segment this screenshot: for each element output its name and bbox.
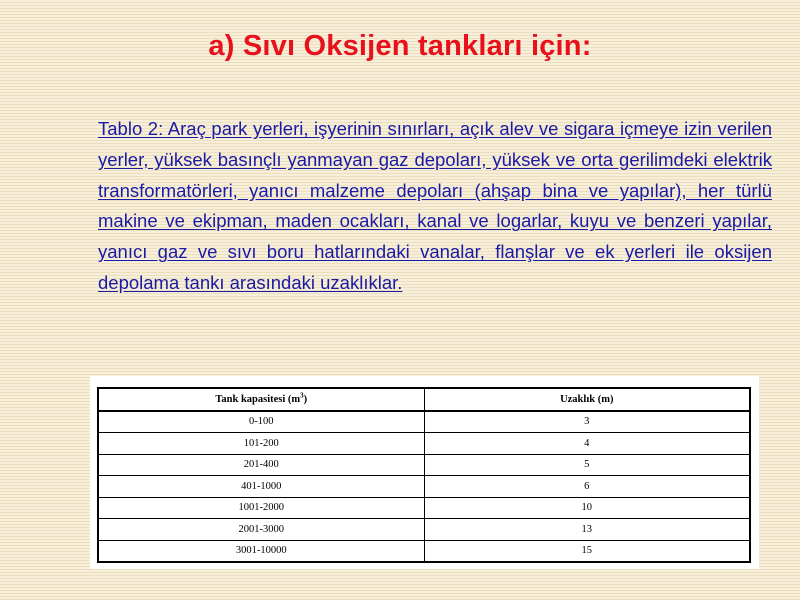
header-tank-capacity-superscript: 3 [300, 391, 304, 400]
header-tank-capacity-label: Tank kapasitesi (m [215, 393, 301, 405]
header-tank-capacity [98, 388, 424, 411]
cell-capacity: 201-400 [98, 454, 424, 476]
table-row [98, 454, 750, 476]
table-row [98, 476, 750, 498]
cell-capacity: 1001-2000 [98, 497, 424, 519]
table-panel [90, 376, 759, 569]
cell-capacity: 0-100 [98, 411, 424, 433]
cell-capacity: 2001-3000 [98, 519, 424, 541]
cell-distance: 4 [424, 433, 750, 455]
cell-capacity: 101-200 [98, 433, 424, 455]
distance-table [97, 387, 751, 563]
table-row [98, 411, 750, 433]
table-row [98, 540, 750, 562]
cell-distance: 10 [424, 497, 750, 519]
cell-distance: 3 [424, 411, 750, 433]
cell-distance: 15 [424, 540, 750, 562]
header-distance: Uzaklık (m) [424, 388, 750, 411]
table-row [98, 497, 750, 519]
table-row [98, 519, 750, 541]
cell-capacity: 401-1000 [98, 476, 424, 498]
header-tank-capacity-close: ) [303, 393, 308, 405]
cell-distance: 6 [424, 476, 750, 498]
table-caption: Tablo 2: Araç park yerleri, işyerinin sınırları, açık alev ve sigara içmeye izin verilen yerler, yüksek basınçlı yanmayan gaz depoları, yüksek ve orta gerilimdeki elektrik transformatörleri, yanıcı malzeme depoları (ahşap bina ve yapılar), her türlü makine ve ekipman, maden ocakları, kanal ve logarlar, kuyu ve benzeri yapılar, yanıcı gaz ve sıvı boru hatlarındaki vanalar, flanşlar ve ek yerleri ile oksijen depolama tankı arasındaki uzaklıklar. [98, 118, 772, 293]
cell-distance: 13 [424, 519, 750, 541]
cell-capacity: 3001-10000 [98, 540, 424, 562]
slide-title: a) Sıvı Oksijen tankları için: [208, 30, 592, 62]
table-row [98, 433, 750, 455]
cell-distance: 5 [424, 454, 750, 476]
table-header-row [98, 388, 750, 411]
